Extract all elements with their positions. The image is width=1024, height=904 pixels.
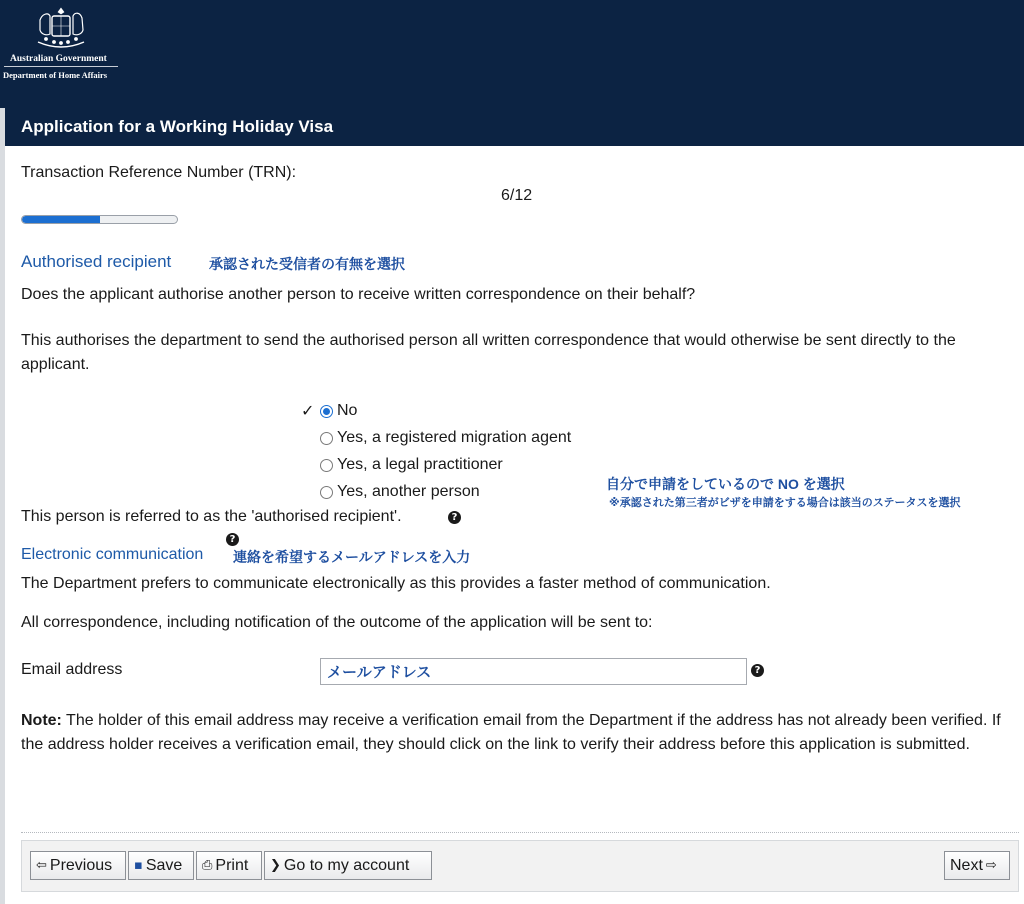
left-arrow-icon: ⇦	[36, 858, 47, 873]
help-icon[interactable]: ?	[751, 664, 764, 677]
page-title: Application for a Working Holiday Visa	[21, 117, 334, 136]
header-divider	[4, 66, 118, 67]
trn-label: Transaction Reference Number (TRN):	[21, 164, 297, 181]
save-button[interactable]	[128, 851, 194, 880]
progress-fill	[22, 216, 100, 223]
email-input[interactable]	[320, 658, 747, 685]
email-annotation: 連絡を希望するメールアドレスを入力	[233, 549, 471, 565]
authorise-question: Does the applicant authorise another person to receive written correspondence on their behalf?	[21, 286, 696, 303]
authorise-explanation: This authorises the department to send the authorised person all written correspondence that would otherwise be sent directly to the applicant.	[21, 332, 956, 373]
selected-checkmark-icon: ✓	[301, 403, 315, 420]
radio-label: Yes, a legal practitioner	[337, 456, 503, 473]
go-to-account-button[interactable]	[264, 851, 432, 880]
next-button[interactable]	[944, 851, 1010, 880]
help-icon[interactable]: ?	[226, 533, 239, 546]
account-label: Go to my account	[283, 856, 410, 874]
progress-bar	[21, 215, 178, 224]
government-name: Australian Government	[10, 54, 107, 64]
previous-button[interactable]	[30, 851, 126, 880]
all-correspondence-text: All correspondence, including notification of the outcome of the application will be sent to:	[21, 614, 653, 631]
electronic-communication-heading: Electronic communication	[21, 546, 204, 563]
footer-divider	[21, 832, 1019, 833]
radio-option-another-person[interactable]	[320, 482, 480, 502]
save-label: Save	[145, 856, 183, 874]
verification-note	[21, 709, 1021, 757]
authorised-recipient-footnote: This person is referred to as the 'authorised recipient'.	[21, 508, 402, 525]
prefers-electronic-text: The Department prefers to communicate electronically as this provides a faster method of communication.	[21, 575, 771, 592]
note-label: Note:	[21, 712, 62, 729]
previous-label: Previous	[49, 856, 113, 874]
radio-label: Yes, a registered migration agent	[337, 429, 572, 446]
radio-label: No	[337, 402, 358, 419]
government-header	[0, 0, 1024, 108]
select-no-annotation: 自分で申請をしているので NO を選択	[606, 476, 845, 492]
radio-label: Yes, another person	[337, 483, 480, 500]
chevron-right-icon: ❯	[270, 858, 281, 873]
print-button[interactable]	[196, 851, 262, 880]
third-party-annotation: ※承認された第三者がビザを申請をする場合は該当のステータスを選択	[609, 497, 961, 509]
radio-button[interactable]	[320, 432, 333, 445]
email-label: Email address	[21, 661, 123, 678]
help-icon[interactable]: ?	[448, 511, 461, 524]
radio-option-legal-practitioner[interactable]	[320, 455, 503, 475]
radio-option-no[interactable]	[320, 401, 357, 421]
radio-button[interactable]	[320, 405, 333, 418]
radio-option-migration-agent[interactable]	[320, 428, 571, 448]
note-text: The holder of this email address may receive a verification email from the Department if the address has not already been verified. If the address holder receives a verification email, they should click on the link to verify their address before this application is submitted.	[21, 712, 1001, 753]
floppy-disk-icon: ▪	[134, 858, 143, 873]
next-label: Next	[950, 856, 983, 874]
radio-button[interactable]	[320, 486, 333, 499]
radio-button[interactable]	[320, 459, 333, 472]
authorised-recipient-annotation: 承認された受信者の有無を選択	[209, 256, 405, 272]
right-arrow-icon: ⇨	[985, 858, 997, 873]
authorised-recipient-heading: Authorised recipient	[21, 252, 172, 271]
left-edge-bar	[0, 108, 5, 904]
print-label: Print	[215, 856, 249, 874]
printer-icon: ⎙	[202, 858, 213, 873]
application-title-bar	[5, 108, 1024, 146]
department-name: Department of Home Affairs	[3, 70, 108, 80]
step-indicator: 6/12	[501, 187, 533, 204]
